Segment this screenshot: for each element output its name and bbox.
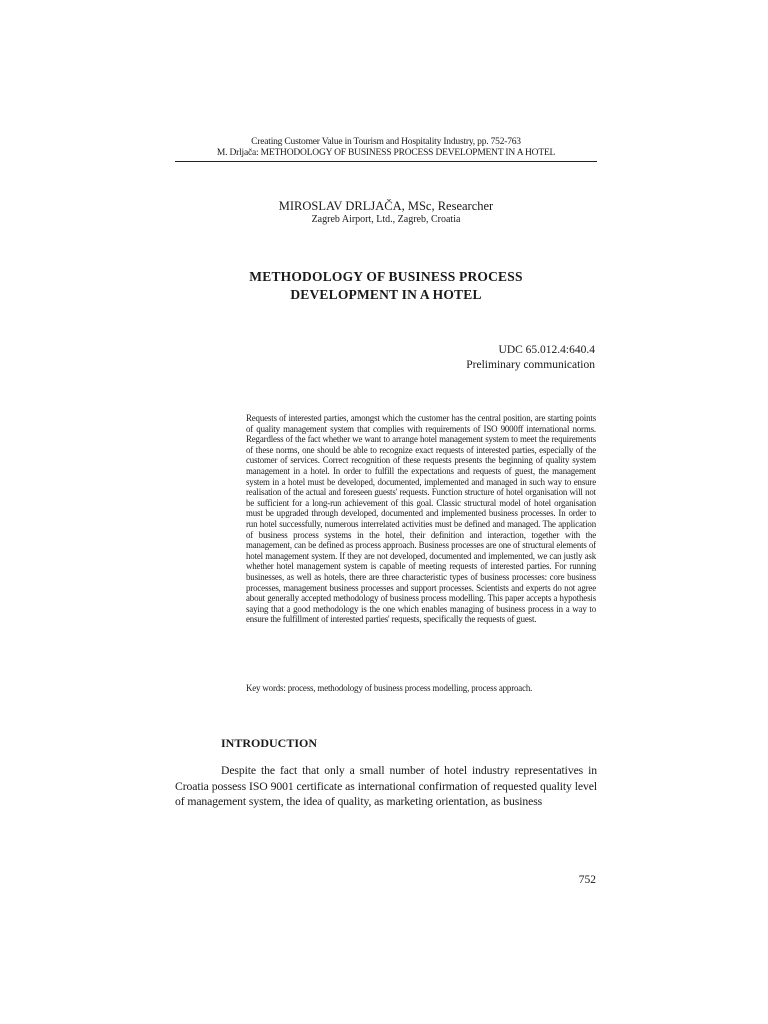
paper-type: Preliminary communication [466,359,595,371]
running-title: M. Drljača: METHODOLOGY OF BUSINESS PROCESS DEVELOPMENT IN A HOTEL [216,148,556,158]
introduction-heading: INTRODUCTION [221,736,318,750]
classification-block [466,343,595,373]
author-affiliation: Zagreb Airport, Ltd., Zagreb, Croatia [311,214,461,225]
running-header [175,137,597,159]
author-name: MIROSLAV DRLJAČA, MSc, Researcher [278,199,494,213]
journal-line: Creating Customer Value in Tourism and Hospitality Industry, pp. 752-763 [251,137,521,147]
page-number: 752 [578,874,596,886]
introduction-paragraph: Despite the fact that only a small number of hotel industry representatives in Croatia possess ISO 9001 certificate as international confirmation of requested quality level of management system, the idea of quality, as marketing orientation, as business [175,764,597,808]
abstract-text: Requests of interested parties, amongst which the customer has the central position, are starting points of quality management system that complies with requirements of ISO 9000ff international norms. Regardless of the fact whether we want to arrange hotel management system to meet the requirements of these norms, one should be able to recognize exact requests of interested parties, especially of the customer of services. Correct recognition of these requests presents the beginning of quality system management in a hotel. In order to fulfill the expectations and requests of guest, the management system in a hotel must be developed, documented, implemented and managed in such way to ensure realisation of the actual and foreseen guests' requests. Function structure of hotel organisation will not be sufficient for a long-run achievement of this goal. Classic structural model of hotel organisation must be upgraded through developed, documented and implemented business processes. In order to run hotel successfully, numerous interrelated activities must be defined and managed. The application of business process systems in the hotel, their definition and interaction, together with the management, can be defined as process approach. Business processes are one of structural elements of hotel management system. If they are not developed, documented and implemented, we can justly ask whether hotel management system is capable of meeting requests of interested parties. For running businesses, as well as hotels, there are three characteristic types of business processes: core business processes, management business processes and support processes. Scientists and experts do not agree about generally accepted methodology of business process modelling. This paper accepts a hypothesis saying that a good methodology is the one which enables managing of business process in a way to ensure the fulfillment of interested parties' requests, specifically the requests of guest. [246,413,596,625]
paper-title [175,268,597,304]
udc-code: UDC 65.012.4:640.4 [498,344,595,356]
paper-title-line-2: DEVELOPMENT IN A HOTEL [290,287,482,302]
header-divider [175,161,597,162]
keywords-line: Key words: process, methodology of business process modelling, process approach. [246,683,533,693]
paper-title-line-1: METHODOLOGY OF BUSINESS PROCESS [249,269,523,284]
